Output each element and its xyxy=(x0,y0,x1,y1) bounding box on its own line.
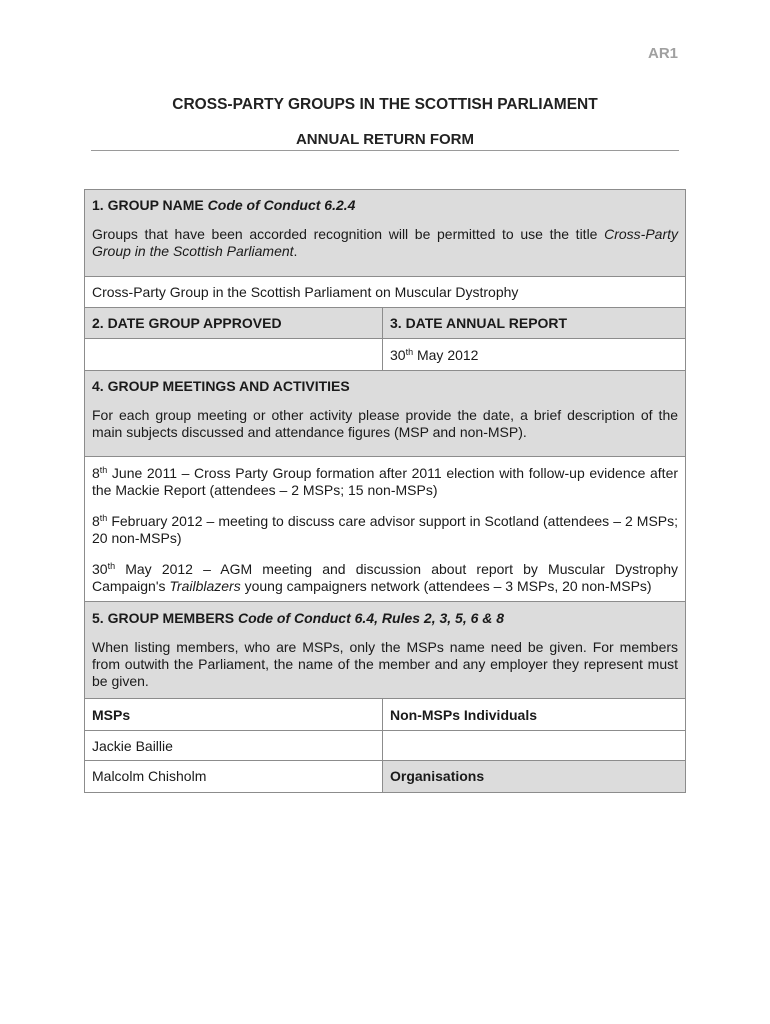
organisations-header: Organisations xyxy=(383,761,686,793)
meeting-text: May 2012 – AGM meeting and discussion about report by Muscular Dystrophy Campaign's xyxy=(92,561,679,594)
meeting-text-emphasis: Trailblazers xyxy=(169,578,241,594)
meeting-day-sup: th xyxy=(99,465,108,475)
meeting-day-sup: th xyxy=(99,513,108,523)
section2-heading: 2. DATE GROUP APPROVED xyxy=(85,308,383,339)
date-annual-report-sup: th xyxy=(405,347,414,357)
meeting-entry xyxy=(92,513,678,547)
section5-note: When listing members, who are MSPs, only the MSPs name need be given. For members from outwith the Parliament, the name of the member and any employer they represent must be given. xyxy=(92,639,679,689)
section1-note-title: Cross-Party Group in the Scottish Parliament xyxy=(92,226,679,259)
section4-heading: 4. GROUP MEETINGS AND ACTIVITIES xyxy=(92,378,350,394)
title-divider xyxy=(91,150,679,151)
meetings-row xyxy=(85,457,686,602)
meeting-entry xyxy=(92,561,678,595)
group-name-row xyxy=(85,277,686,308)
meeting-text: June 2011 – Cross Party Group formation after 2011 election with follow-up evidence after the Mackie Report (attendees – 2 MSPs; 15 non-MSPs) xyxy=(92,465,679,498)
section1-header-row xyxy=(85,190,686,277)
date-annual-report-field[interactable] xyxy=(383,339,686,371)
section5-heading-label: 5. GROUP MEMBERS xyxy=(92,610,235,626)
date-group-approved-field[interactable] xyxy=(85,339,383,371)
section2-3-header-row xyxy=(85,308,686,339)
msps-column-header: MSPs xyxy=(85,699,383,731)
group-name-value: Cross-Party Group in the Scottish Parliament on Muscular Dystrophy xyxy=(92,284,519,300)
date-annual-report-rest: May 2012 xyxy=(413,347,479,363)
members-row xyxy=(85,731,686,761)
form-code: AR1 xyxy=(647,45,678,62)
meeting-day-sup: th xyxy=(107,561,116,571)
group-name-field[interactable] xyxy=(85,277,686,308)
section1-note-prefix: Groups that have been accorded recognition will be permitted to use the title xyxy=(92,226,605,242)
section3-heading: 3. DATE ANNUAL REPORT xyxy=(383,308,686,339)
section1-header-cell xyxy=(85,190,686,277)
meeting-entry xyxy=(92,465,678,499)
section1-note-suffix: . xyxy=(293,243,298,259)
members-row xyxy=(85,761,686,793)
meeting-day: 8 xyxy=(92,465,100,481)
msp-member-name: Jackie Baillie xyxy=(92,738,173,754)
non-msps-column-header: Non-MSPs Individuals xyxy=(383,699,686,731)
section1-heading-label: 1. GROUP NAME xyxy=(92,197,204,213)
section1-heading-ref: Code of Conduct 6.2.4 xyxy=(207,197,356,213)
section4-note: For each group meeting or other activity please provide the date, a brief description of the main subjects discussed and attendance figures (MSP and non-MSP). xyxy=(92,407,679,440)
section5-heading xyxy=(92,610,678,627)
section4-header-row xyxy=(85,371,686,457)
section1-heading xyxy=(92,197,678,214)
msp-member-cell[interactable] xyxy=(85,731,383,761)
meeting-day: 8 xyxy=(92,513,100,529)
document-subtitle: ANNUAL RETURN FORM xyxy=(295,131,475,148)
annual-return-table xyxy=(84,189,686,793)
meeting-text: February 2012 – meeting to discuss care advisor support in Scotland (attendees – 2 MSPs; 20 non-MSPs) xyxy=(92,513,679,546)
section2-3-value-row xyxy=(85,339,686,371)
section1-note xyxy=(92,226,678,260)
msp-member-name: Malcolm Chisholm xyxy=(92,768,207,784)
meetings-field[interactable] xyxy=(85,457,686,602)
section5-header-cell xyxy=(85,602,686,699)
msp-member-cell[interactable] xyxy=(85,761,383,793)
non-msp-individuals-field[interactable] xyxy=(383,731,686,761)
meeting-text: young campaigners network (attendees – 3 MSPs, 20 non-MSPs) xyxy=(240,578,652,594)
section5-header-row xyxy=(85,602,686,699)
date-annual-report-day: 30 xyxy=(390,347,406,363)
meeting-day: 30 xyxy=(92,561,108,577)
section4-header-cell xyxy=(85,371,686,457)
members-column-header-row xyxy=(85,699,686,731)
section5-heading-ref: Code of Conduct 6.4, Rules 2, 3, 5, 6 & 8 xyxy=(238,610,505,626)
document-title: CROSS-PARTY GROUPS IN THE SCOTTISH PARLIAMENT xyxy=(172,96,598,113)
